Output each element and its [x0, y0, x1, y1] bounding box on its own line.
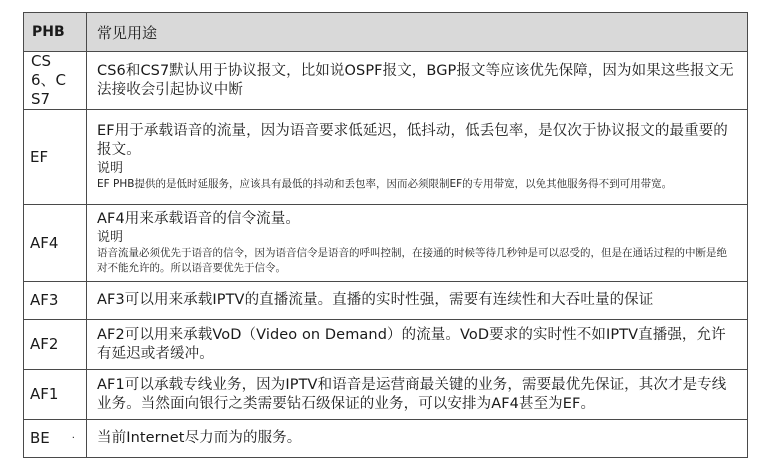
- header-usage: 常见用途: [87, 13, 748, 52]
- phb-label: AF2: [30, 335, 59, 353]
- phb-cell-af4: [24, 205, 87, 282]
- usage-cell-af1: [87, 370, 748, 420]
- bullet-marker: ·: [71, 433, 75, 444]
- phb-cell-af2: [24, 320, 87, 370]
- note-text: 语音流量必须优先于语音的信令，因为语音信令是语音的呼叫控制，在接通的时候等待几秒钟是可以忍受的，但是在通话过程的中断是绝对不能允许的。所以语音要优先于信令。: [97, 247, 727, 274]
- phb-cell-cs6-cs7: [24, 52, 87, 110]
- table-row: [24, 52, 748, 110]
- usage-cell-af3: [87, 282, 748, 320]
- usage-text: AF2可以用来承载VoD（Video on Demand）的流量。VoD要求的实时性不如IPTV直播强，允许有延迟或者缓冲。: [97, 326, 726, 362]
- usage-cell-af4: [87, 205, 748, 282]
- header-phb: PHB: [24, 13, 87, 52]
- usage-cell-be: [87, 420, 748, 458]
- usage-cell-af2: [87, 320, 748, 370]
- phb-label: EF: [30, 147, 49, 166]
- usage-text: 当前Internet尽力而为的服务。: [97, 430, 302, 446]
- phb-cell-be: [24, 420, 87, 458]
- table-row: [24, 110, 748, 205]
- note-text: EF PHB提供的是低时延服务，应该具有最低的抖动和丢包率，因而必须限制EF的专用带宽，以免其他服务得不到可用带宽。: [97, 178, 673, 190]
- table-row: [24, 420, 748, 458]
- note-title: 说明: [97, 230, 124, 245]
- phb-label: CS6、CS7: [31, 52, 67, 108]
- usage-cell-ef: [87, 110, 748, 205]
- phb-usage-table: [23, 12, 748, 458]
- table-header-row: [24, 13, 748, 52]
- usage-text: AF1可以承载专线业务，因为IPTV和语音是运营商最关键的业务，需要最优先保证，其次才是专线业务。当然面向银行之类需要钻石级保证的业务，可以安排为AF4甚至为EF。: [97, 376, 727, 412]
- phb-label: BE: [30, 429, 50, 447]
- phb-cell-ef: [24, 110, 87, 205]
- usage-text: EF用于承载语音的流量，因为语音要求低延迟，低抖动，低丢包率，是仅次于协议报文的最重要的报文。: [97, 123, 728, 158]
- usage-text: AF4用来承载语音的信令流量。: [97, 211, 300, 227]
- phb-label: AF1: [30, 385, 59, 403]
- phb-label: AF3: [30, 291, 59, 309]
- phb-cell-af3: [24, 282, 87, 320]
- phb-label: AF4: [30, 233, 59, 252]
- usage-text: CS6和CS7默认用于协议报文，比如说OSPF报文，BGP报文等应该优先保障，因为如果这些报文无法接收会引起协议中断: [97, 62, 734, 98]
- table-row: [24, 320, 748, 370]
- usage-text: AF3可以用来承载IPTV的直播流量。直播的实时性强，需要有连续性和大吞吐量的保证: [97, 292, 654, 308]
- phb-table-container: [23, 12, 747, 458]
- phb-cell-af1: [24, 370, 87, 420]
- table-row: [24, 205, 748, 282]
- note-title: 说明: [97, 161, 124, 176]
- table-row: [24, 282, 748, 320]
- usage-cell-cs6-cs7: [87, 52, 748, 110]
- table-row: [24, 370, 748, 420]
